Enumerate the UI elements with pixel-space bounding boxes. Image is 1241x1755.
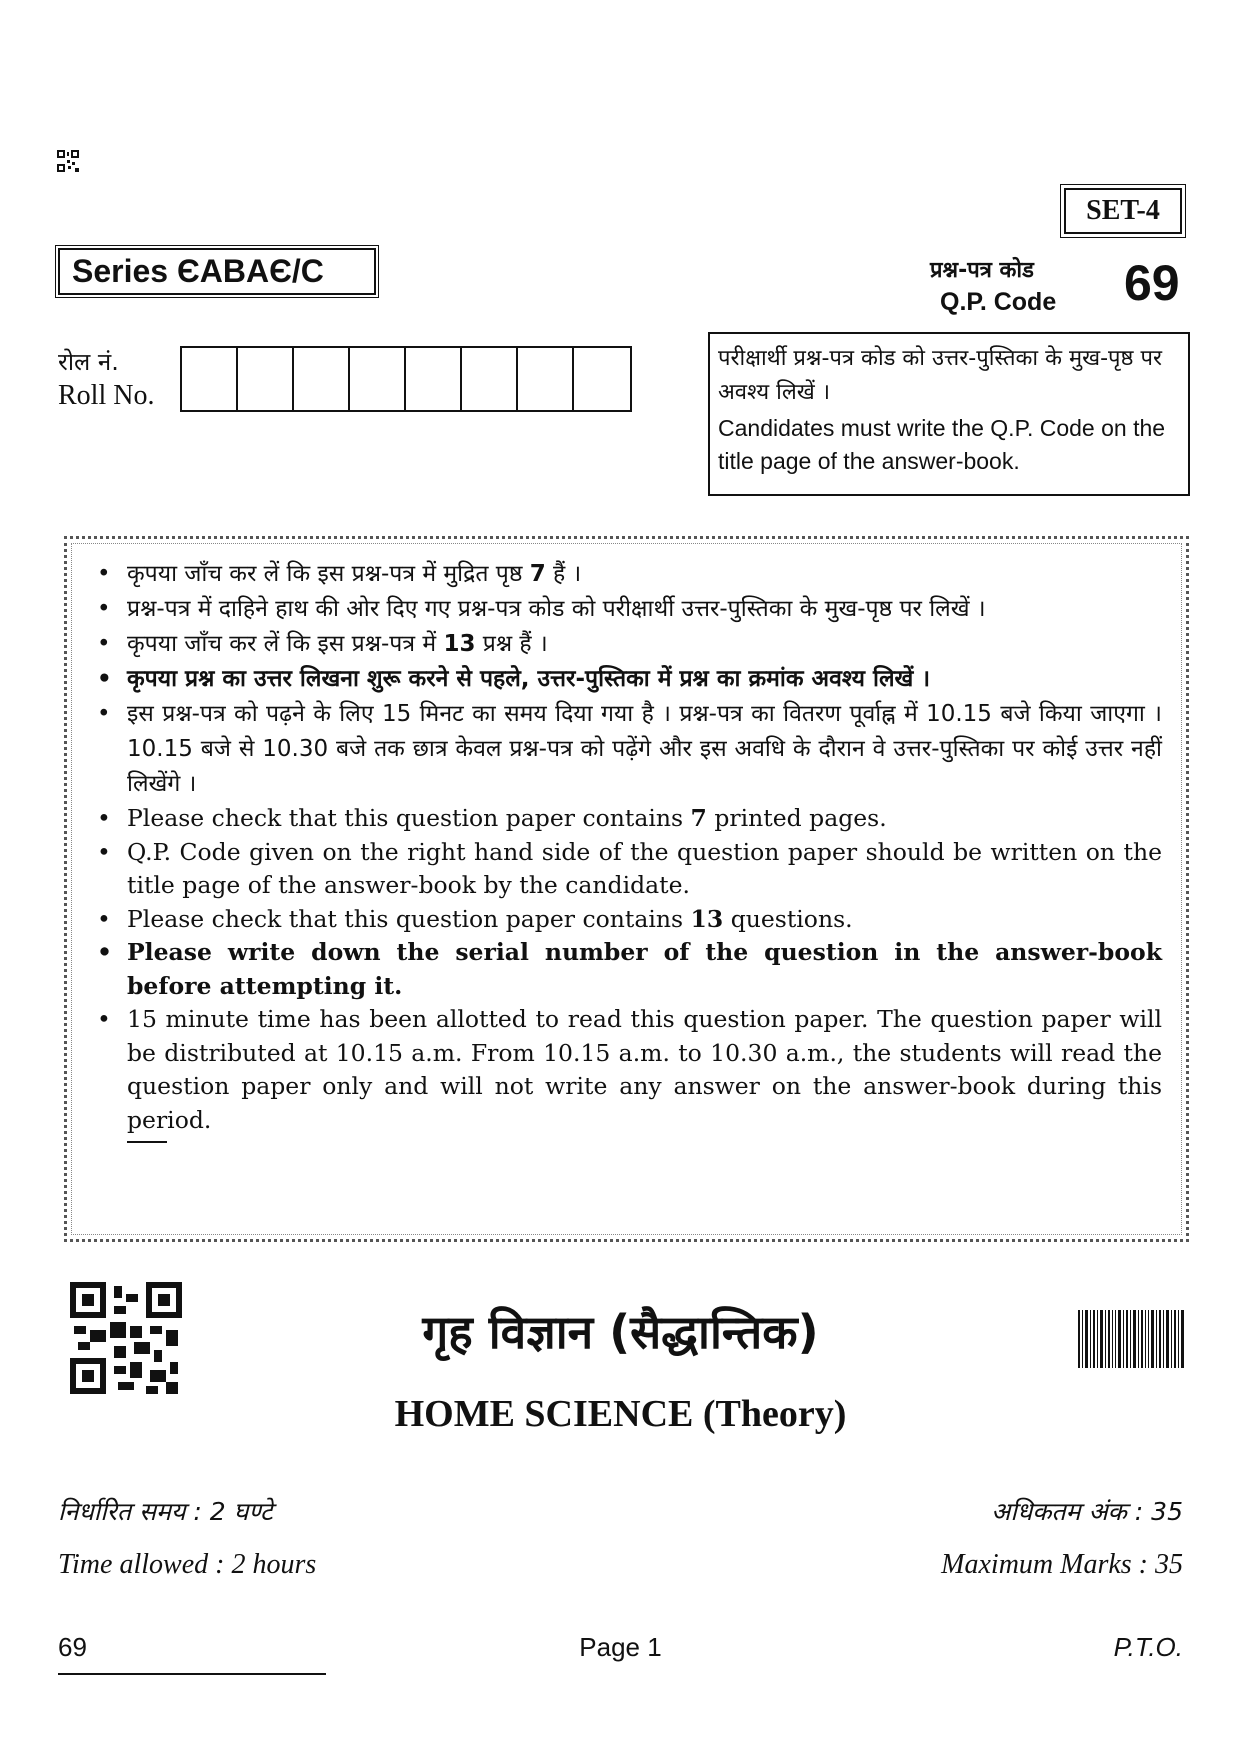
footer-pto: P.T.O.: [1113, 1632, 1183, 1662]
set-label-box: SET-4: [1064, 188, 1182, 234]
instruction-item: • Q.P. Code given on the right hand side of the question paper should be written on the title page of the answer-book by the candidate.: [87, 836, 1162, 903]
footer-rule: [58, 1673, 326, 1675]
roll-number-cell[interactable]: [238, 348, 294, 410]
instruction-item: • 15 minute time has been allotted to read this question paper. The question paper will be distributed at 10.15 a.m. From 10.15 a.m. to 10.30 a.m., the students will read the question paper only and will not write any answer on the answer-book during this period.: [87, 1003, 1162, 1137]
instructions-box: [64, 536, 1189, 1242]
subject-title-hindi: गृह विज्ञान (सैद्धान्तिक): [422, 1305, 819, 1359]
footer-page-number: Page 1: [579, 1632, 662, 1662]
series-label-box: Series ЄABAЄ/C: [58, 248, 376, 295]
roll-number-cell[interactable]: [518, 348, 574, 410]
instruction-item: • कृपया प्रश्न का उत्तर लिखना शुरू करने से पहले, उत्तर-पुस्तिका में प्रश्न का क्रमांक अवश्य लिखें ।: [87, 662, 1162, 697]
instruction-item: • प्रश्न-पत्र में दाहिने हाथ की ओर दिए गए प्रश्न-पत्र कोड को परीक्षार्थी उत्तर-पुस्तिका के मुख-पृष्ठ पर लिखें ।: [87, 592, 1162, 627]
notice-english: Candidates must write the Q.P. Code on the title page of the answer-book.: [718, 415, 1166, 474]
qp-code-notice-box: [708, 332, 1190, 496]
barcode-icon: [1078, 1310, 1186, 1368]
instruction-item: • इस प्रश्न-पत्र को पढ़ने के लिए 15 मिनट का समय दिया गया है । प्रश्न-पत्र का वितरण पूर्वाह्न में 10.15 बजे किया जाएगा । 10.15 बजे से 10.30 बजे तक छात्र केवल प्रश्न-पत्र को पढ़ेंगे और इस अवधि के दौरान वे उत्तर-पुस्तिका पर कोई उत्तर नहीं लिखेंगे ।: [87, 697, 1162, 802]
qp-code-number: 69: [1124, 255, 1180, 311]
qp-code-label-english: Q.P. Code: [940, 288, 1057, 316]
roll-label-english: Roll No.: [58, 380, 155, 411]
max-marks-english: Maximum Marks : 35: [941, 1549, 1183, 1580]
roll-label-hindi: रोल नं.: [58, 348, 119, 376]
max-marks-hindi: अधिकतम अंक : 35: [991, 1497, 1183, 1526]
small-qr-code-icon: [57, 150, 79, 172]
instructions-end-dash: [127, 1141, 167, 1143]
time-allowed-hindi: निर्धारित समय : 2 घण्टे: [58, 1497, 273, 1526]
roll-number-cell[interactable]: [462, 348, 518, 410]
notice-hindi: परीक्षार्थी प्रश्न-पत्र कोड को उत्तर-पुस्तिका के मुख-पृष्ठ पर अवश्य लिखें ।: [718, 346, 1162, 405]
instruction-item: • Please check that this question paper contains 13 questions.: [87, 903, 1162, 937]
roll-number-cell[interactable]: [574, 348, 630, 410]
instruction-item: • कृपया जाँच कर लें कि इस प्रश्न-पत्र में 13 प्रश्न हैं ।: [87, 627, 1162, 662]
instructions-list: [87, 557, 1162, 1137]
instruction-item: • Please check that this question paper contains 7 printed pages.: [87, 802, 1162, 836]
instruction-item: • कृपया जाँच कर लें कि इस प्रश्न-पत्र में मुद्रित पृष्ठ 7 हैं ।: [87, 557, 1162, 592]
instruction-item: • Please write down the serial number of the question in the answer-book before attempting it.: [87, 936, 1162, 1003]
roll-number-boxes[interactable]: [180, 346, 632, 412]
time-allowed-english: Time allowed : 2 hours: [58, 1549, 317, 1580]
qp-code-label-hindi: प्रश्न-पत्र कोड: [930, 258, 1034, 283]
footer-code: 69: [58, 1632, 87, 1662]
roll-number-cell[interactable]: [350, 348, 406, 410]
roll-number-cell[interactable]: [406, 348, 462, 410]
roll-number-cell[interactable]: [182, 348, 238, 410]
roll-number-cell[interactable]: [294, 348, 350, 410]
subject-title-english: HOME SCIENCE (Theory): [394, 1393, 847, 1435]
